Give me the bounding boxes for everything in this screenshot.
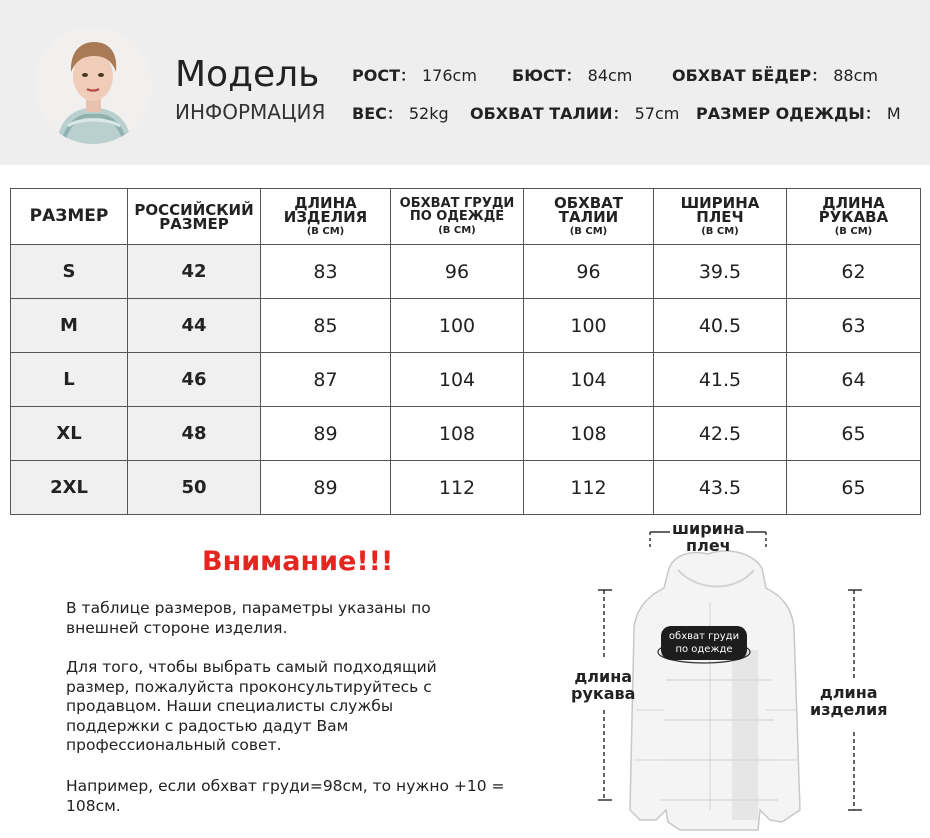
sleeve-cell: 64 (787, 353, 921, 407)
waist-cell: 96 (524, 245, 654, 299)
sleeve-cell: 62 (787, 245, 921, 299)
header-chest: ОБХВАТ ГРУДИ ПО ОДЕЖДЕ (В СМ) (391, 189, 524, 245)
table-row (11, 245, 921, 299)
model-portrait-icon (34, 26, 152, 144)
size-chart-table (10, 188, 921, 515)
label-sleeve-length: длина рукава (571, 667, 636, 703)
param-weight (352, 101, 449, 124)
table-row (11, 407, 921, 461)
waist-cell: 108 (524, 407, 654, 461)
table-row (11, 353, 921, 407)
russian-size-cell: 46 (128, 353, 261, 407)
chest-cell: 104 (391, 353, 524, 407)
param-value: 57cm (634, 104, 680, 123)
table-row (11, 299, 921, 353)
sleeve-cell: 65 (787, 407, 921, 461)
size-cell: S (11, 245, 128, 299)
chest-cell: 96 (391, 245, 524, 299)
shoulder-cell: 40.5 (654, 299, 787, 353)
param-bust (512, 63, 632, 86)
sleeve-cell: 63 (787, 299, 921, 353)
length-cell: 83 (261, 245, 391, 299)
header-sleeve: ДЛИНА РУКАВА (В СМ) (787, 189, 921, 245)
param-value: 84cm (587, 66, 633, 85)
label-chest-girth: обхват груди по одежде (661, 626, 747, 660)
russian-size-cell: 42 (128, 245, 261, 299)
size-cell: 2XL (11, 461, 128, 515)
attention-title: Внимание!!! (202, 546, 394, 577)
param-value: M (886, 104, 901, 123)
length-cell: 87 (261, 353, 391, 407)
param-waist (470, 101, 679, 124)
model-avatar (34, 26, 152, 144)
russian-size-cell: 44 (128, 299, 261, 353)
shoulder-cell: 39.5 (654, 245, 787, 299)
label-item-length: длина изделия (810, 683, 888, 719)
russian-size-cell: 50 (128, 461, 261, 515)
param-label: РАЗМЕР ОДЕЖДЫ： (696, 104, 881, 123)
waist-cell: 104 (524, 353, 654, 407)
param-height (352, 63, 477, 86)
param-label: БЮСТ： (512, 66, 582, 85)
notice-paragraph-3: Например, если обхват груди=98см, то нужно +10 = 108см. (66, 777, 505, 815)
russian-size-cell: 48 (128, 407, 261, 461)
model-info-panel (0, 0, 930, 165)
shoulder-cell: 42.5 (654, 407, 787, 461)
header-russian-size: РОССИЙСКИЙ РАЗМЕР (128, 189, 261, 245)
shoulder-cell: 43.5 (654, 461, 787, 515)
notice-paragraph-1: В таблице размеров, параметры указаны по внешней стороне изделия. (66, 599, 431, 637)
param-hips (672, 63, 878, 86)
param-value: 52kg (408, 104, 449, 123)
param-label: РОСТ： (352, 66, 416, 85)
table-header-row (11, 189, 921, 245)
size-cell: M (11, 299, 128, 353)
sleeve-cell: 65 (787, 461, 921, 515)
header-length: ДЛИНА ИЗДЕЛИЯ (В СМ) (261, 189, 391, 245)
model-title: Модель (175, 54, 320, 95)
param-value: 88cm (833, 66, 878, 85)
param-clothing-size (696, 101, 901, 124)
param-value: 176cm (422, 66, 477, 85)
waist-cell: 112 (524, 461, 654, 515)
param-label: ОБХВАТ ТАЛИИ： (470, 104, 629, 123)
label-shoulder-width: ширина плеч (672, 519, 745, 555)
size-cell: L (11, 353, 128, 407)
shoulder-cell: 41.5 (654, 353, 787, 407)
length-cell: 85 (261, 299, 391, 353)
length-cell: 89 (261, 407, 391, 461)
param-label: ОБХВАТ БЁДЕР： (672, 66, 828, 85)
model-subtitle: ИНФОРМАЦИЯ (175, 100, 326, 124)
length-cell: 89 (261, 461, 391, 515)
coat-icon (630, 551, 800, 830)
header-waist: ОБХВАТ ТАЛИИ (В СМ) (524, 189, 654, 245)
header-shoulder: ШИРИНА ПЛЕЧ (В СМ) (654, 189, 787, 245)
size-cell: XL (11, 407, 128, 461)
chest-cell: 100 (391, 299, 524, 353)
header-size: РАЗМЕР (11, 189, 128, 245)
chest-cell: 108 (391, 407, 524, 461)
waist-cell: 100 (524, 299, 654, 353)
param-label: ВЕС： (352, 104, 403, 123)
chest-cell: 112 (391, 461, 524, 515)
notice-paragraph-2: Для того, чтобы выбрать самый подходящий размер, пожалуйста проконсультируйтесь с продавцом. Наши специалисты службы поддержки с радостью дадут Вам профессиональный совет. (66, 658, 437, 754)
table-row (11, 461, 921, 515)
